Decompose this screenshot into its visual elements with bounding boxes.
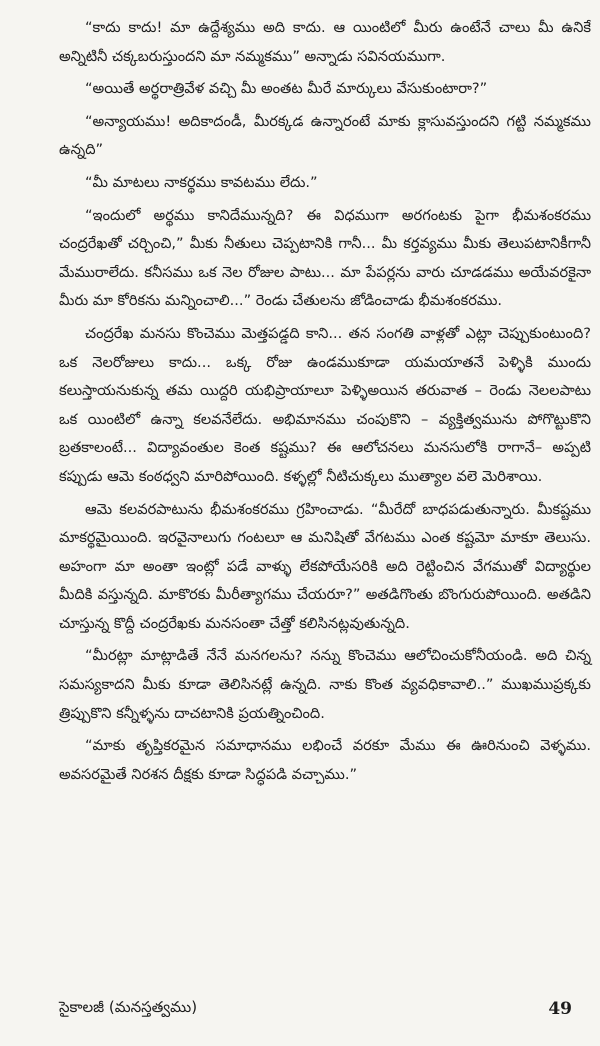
paragraph: “కాదు కాదు! మా ఉద్దేశ్యము అది కాదు. ఆ యింటిలో మీరు ఉంటేనే చాలు మీ ఉనికే అన్నిటినీ చక్కబరుస్తుందని మా నమ్మకము” అన్నాడు సవినయముగా. — [59, 19, 591, 65]
running-title: సైకాలజీ (మనస్తత్వము) — [59, 998, 198, 1016]
paragraph: “అయితే అర్థరాత్రివేళ వచ్చి మీ అంతట మీరే మార్కులు వేసుకుంటారా?” — [85, 80, 488, 98]
paragraph: “మాకు తృప్తికరమైన సమాధానము లభించే వరకూ మేము ఈ ఊరినుంచి వెళ్ళము. అవసరమైతే నిరశన దీక్షకు కూడా సిద్ధపడి వచ్చాము.” — [59, 737, 591, 783]
paragraph: “ఇందులో అర్థము కానిదేమున్నది? ఈ విధముగా అరగంటకు పైగా భీమశంకరము చంద్రరేఖతో చర్చించి,” మీకు నీతులు చెప్పటానికి గానీ... మీ కర్తవ్యము మీకు తెలుపటానికీగానీ మేమురాలేదు. కనీసము ఒక నెల రోజుల పాటు... మా పేపర్లను వారు చూడడము అయేవరకైనా మీరు మా కోరికను మన్నించాలి...” రెండు చేతులను జోడించాడు భీమశంకరము. — [59, 206, 591, 310]
paragraph: “మీరట్లా మాట్లాడితే నేనే మనగలను? నన్ను కొంచెము ఆలోచించుకోనీయండి. అది చిన్న సమస్యకాదని మీకు కూడా తెలిసినట్లే ఉన్నది. నాకు కొంత వ్యవధికావాలి..” ముఖముప్రక్కకు త్రిప్పుకొని కన్నీళ్ళను దాచటానికి ప్రయత్నించింది. — [59, 647, 591, 722]
paragraph: “అన్యాయము! అదికాదండీ, మీరక్కడ ఉన్నారంటే మాకు క్లాసువస్తుందని గట్టి నమ్మకము ఉన్నది” — [59, 112, 591, 159]
paragraph: “మీ మాటలు నాకర్థము కావటము లేదు.” — [85, 173, 318, 191]
paragraph: ఆమె కలవరపాటును భీమశంకరము గ్రహించాడు. “మీరేదో బాధపడుతున్నారు. మీకష్టము మాకర్థమైయింది. ఇరవైనాలుగు గంటలూ ఆ మనిషితో వేగటము ఎంత కష్టమో మాకూ తెలుసు. అహంగా మా అంతా ఇంట్లో పడే వాళ్ళు లేకపోయేసరికి అది రెట్టించిన వేగముతో విద్యార్థుల మీదికి వస్తున్నది. మాకొరకు మీరీత్యాగము చేయరూ?” అతడిగొంతు బొంగురుపోయింది. అతడిని చూస్తున్న కొద్దీ చంద్రరేఖకు మనసంతా చేత్తో కలిసినట్లవుతున్నది. — [59, 500, 591, 632]
page-footer — [59, 994, 572, 1024]
body-text — [59, 14, 591, 793]
paragraph: చంద్రరేఖ మనసు కొంచెము మెత్తపడ్డది కాని... తన సంగతి వాళ్లతో ఎట్లా చెప్పుకుంటుంది? ఒక నెలరోజులు కాదు... ఒక్క రోజు ఉండముకూడా యమయాతనే పెళ్ళికి ముందు కలుస్తాయనుకున్న తమ యిద్దరి యభిప్రాయాలూ పెళ్ళిఅయిన తరువాత – రెండు నెలలపాటు ఒక యింటిలో ఉన్నా కలవనేలేదు. అభిమానము చంపుకొని – వ్యక్తిత్వమును పోగొట్టుకొని బ్రతకాలంటే... విద్యావంతుల కెంత కష్టము? ఈ ఆలోచనలు మనసులోకి రాగానే– అప్పటి కప్పుడు ఆమె కంఠధ్వని మారిపోయింది. కళ్ళల్లో నీటిచుక్కలు ముత్యాల వలె మెరిశాయి. — [59, 324, 591, 485]
page-number: 49 — [548, 999, 572, 1019]
